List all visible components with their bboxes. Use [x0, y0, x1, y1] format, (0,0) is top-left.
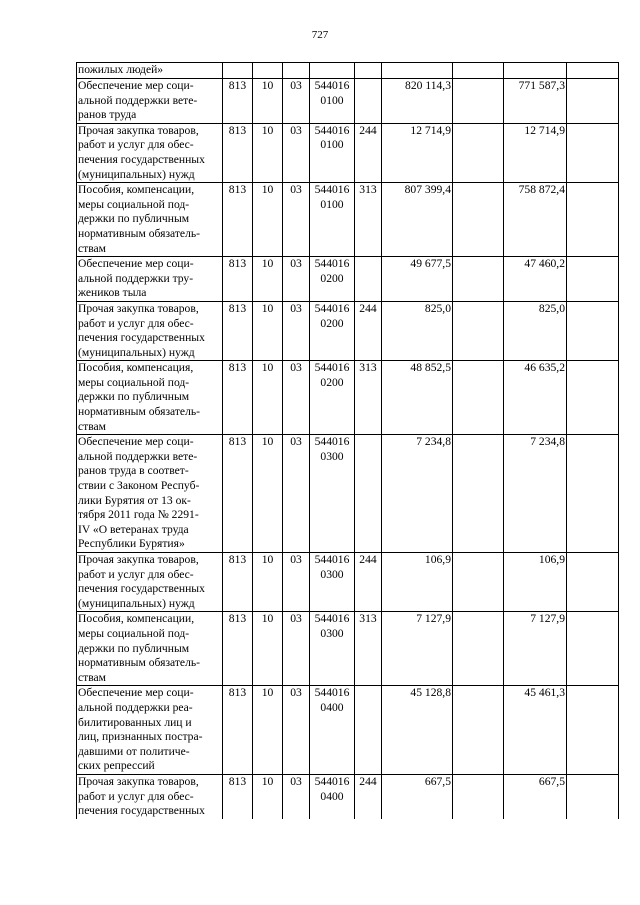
cell-csr: 544016 0100 — [310, 183, 355, 257]
cell-sum-1: 825,0 — [382, 301, 453, 360]
cell-name: Обеспечение мер соци- альной поддержки вете- ранов труда в соответ- ствии с Законом Респуб- лики Бурятия от 13 ок- тября 2011 года № 2291- IV «О ветеранах труда Республики Бурятия» — [77, 435, 223, 553]
cell-grbs: 813 — [223, 361, 253, 435]
cell-empty — [453, 435, 504, 553]
cell-vr — [355, 63, 382, 79]
cell-name: Пособия, компенсация, меры социальной под- держки по публичным нормативным обязатель- ствам — [77, 361, 223, 435]
cell-vr: 244 — [355, 774, 382, 818]
cell-empty — [567, 123, 619, 182]
cell-csr: 544016 0400 — [310, 686, 355, 775]
cell-sum-1: 49 677,5 — [382, 257, 453, 302]
cell-pr — [283, 63, 310, 79]
table-body — [77, 63, 619, 819]
cell-vr — [355, 686, 382, 775]
cell-sum-1: 7 234,8 — [382, 435, 453, 553]
cell-pr: 03 — [283, 79, 310, 124]
cell-grbs — [223, 63, 253, 79]
cell-name: Пособия, компенсации, меры социальной под- держки по публичным нормативным обязатель- ствам — [77, 612, 223, 686]
cell-name: Обеспечение мер соци- альной поддержки реа- билитированных лиц и лиц, признанных постра- давшими от политиче- ских репрессий — [77, 686, 223, 775]
cell-pr: 03 — [283, 361, 310, 435]
cell-empty — [567, 686, 619, 775]
cell-grbs: 813 — [223, 183, 253, 257]
table-row — [77, 435, 619, 553]
cell-rz — [253, 63, 283, 79]
cell-rz: 10 — [253, 686, 283, 775]
table-row — [77, 183, 619, 257]
cell-grbs: 813 — [223, 435, 253, 553]
cell-rz: 10 — [253, 79, 283, 124]
cell-empty — [567, 301, 619, 360]
cell-sum-1: 45 128,8 — [382, 686, 453, 775]
cell-rz: 10 — [253, 435, 283, 553]
table-row — [77, 63, 619, 79]
cell-pr: 03 — [283, 686, 310, 775]
cell-empty — [567, 553, 619, 612]
cell-vr: 244 — [355, 553, 382, 612]
cell-vr — [355, 435, 382, 553]
page-number: 727 — [311, 29, 329, 41]
cell-empty — [453, 686, 504, 775]
cell-empty — [567, 257, 619, 302]
table-row — [77, 123, 619, 182]
cell-sum-1: 12 714,9 — [382, 123, 453, 182]
cell-empty — [453, 774, 504, 818]
cell-grbs: 813 — [223, 774, 253, 818]
cell-sum-1: 7 127,9 — [382, 612, 453, 686]
cell-empty — [567, 183, 619, 257]
cell-csr: 544016 0200 — [310, 301, 355, 360]
table-row — [77, 257, 619, 302]
cell-pr: 03 — [283, 774, 310, 818]
cell-vr — [355, 257, 382, 302]
cell-sum-2 — [504, 63, 567, 79]
cell-vr: 313 — [355, 183, 382, 257]
cell-sum-1: 807 399,4 — [382, 183, 453, 257]
cell-empty — [567, 774, 619, 818]
cell-rz: 10 — [253, 301, 283, 360]
cell-empty — [453, 257, 504, 302]
table-row — [77, 686, 619, 775]
cell-pr: 03 — [283, 301, 310, 360]
cell-rz: 10 — [253, 612, 283, 686]
cell-sum-2: 46 635,2 — [504, 361, 567, 435]
cell-sum-2: 12 714,9 — [504, 123, 567, 182]
cell-csr: 544016 0400 — [310, 774, 355, 818]
cell-vr: 313 — [355, 361, 382, 435]
cell-csr — [310, 63, 355, 79]
cell-rz: 10 — [253, 774, 283, 818]
cell-sum-2: 7 234,8 — [504, 435, 567, 553]
cell-name: Обеспечение мер соци- альной поддержки вете- ранов труда — [77, 79, 223, 124]
cell-csr: 544016 0300 — [310, 435, 355, 553]
cell-grbs: 813 — [223, 686, 253, 775]
cell-empty — [567, 361, 619, 435]
cell-grbs: 813 — [223, 612, 253, 686]
table-row — [77, 774, 619, 818]
cell-vr: 244 — [355, 123, 382, 182]
cell-rz: 10 — [253, 257, 283, 302]
cell-name: Пособия, компенсации, меры социальной под- держки по публичным нормативным обязатель- ствам — [77, 183, 223, 257]
cell-empty — [567, 435, 619, 553]
cell-sum-2: 667,5 — [504, 774, 567, 818]
cell-sum-1: 48 852,5 — [382, 361, 453, 435]
cell-name: Прочая закупка товаров, работ и услуг для обес- печения государственных — [77, 774, 223, 818]
cell-rz: 10 — [253, 183, 283, 257]
cell-sum-2: 825,0 — [504, 301, 567, 360]
cell-empty — [453, 553, 504, 612]
cell-empty — [567, 79, 619, 124]
cell-sum-2: 7 127,9 — [504, 612, 567, 686]
cell-pr: 03 — [283, 123, 310, 182]
cell-name: Обеспечение мер соци- альной поддержки тру- жеников тыла — [77, 257, 223, 302]
cell-csr: 544016 0200 — [310, 361, 355, 435]
budget-table — [76, 62, 619, 819]
table-row — [77, 79, 619, 124]
cell-grbs: 813 — [223, 79, 253, 124]
cell-vr: 313 — [355, 612, 382, 686]
cell-rz: 10 — [253, 361, 283, 435]
cell-empty — [453, 301, 504, 360]
cell-rz: 10 — [253, 553, 283, 612]
cell-name: Прочая закупка товаров, работ и услуг для обес- печения государственных (муниципальных) нужд — [77, 553, 223, 612]
cell-name: пожилых людей» — [77, 63, 223, 79]
cell-empty — [453, 183, 504, 257]
table-row — [77, 361, 619, 435]
cell-empty — [453, 63, 504, 79]
cell-name: Прочая закупка товаров, работ и услуг для обес- печения государственных (муниципальных) нужд — [77, 301, 223, 360]
cell-csr: 544016 0200 — [310, 257, 355, 302]
cell-pr: 03 — [283, 183, 310, 257]
cell-empty — [453, 361, 504, 435]
cell-grbs: 813 — [223, 257, 253, 302]
cell-vr — [355, 79, 382, 124]
cell-name: Прочая закупка товаров, работ и услуг для обес- печения государственных (муниципальных) нужд — [77, 123, 223, 182]
cell-vr: 244 — [355, 301, 382, 360]
table-row — [77, 301, 619, 360]
cell-grbs: 813 — [223, 301, 253, 360]
cell-empty — [453, 612, 504, 686]
cell-sum-1 — [382, 63, 453, 79]
cell-pr: 03 — [283, 612, 310, 686]
cell-sum-1: 820 114,3 — [382, 79, 453, 124]
cell-sum-2: 106,9 — [504, 553, 567, 612]
cell-grbs: 813 — [223, 123, 253, 182]
cell-pr: 03 — [283, 257, 310, 302]
cell-rz: 10 — [253, 123, 283, 182]
cell-csr: 544016 0100 — [310, 123, 355, 182]
cell-sum-2: 47 460,2 — [504, 257, 567, 302]
table-row — [77, 553, 619, 612]
cell-sum-2: 45 461,3 — [504, 686, 567, 775]
cell-sum-1: 667,5 — [382, 774, 453, 818]
cell-pr: 03 — [283, 553, 310, 612]
cell-grbs: 813 — [223, 553, 253, 612]
cell-sum-2: 771 587,3 — [504, 79, 567, 124]
cell-sum-1: 106,9 — [382, 553, 453, 612]
cell-pr: 03 — [283, 435, 310, 553]
cell-csr: 544016 0300 — [310, 553, 355, 612]
cell-sum-2: 758 872,4 — [504, 183, 567, 257]
cell-csr: 544016 0100 — [310, 79, 355, 124]
cell-empty — [567, 612, 619, 686]
cell-empty — [453, 79, 504, 124]
cell-empty — [567, 63, 619, 79]
cell-empty — [453, 123, 504, 182]
table-row — [77, 612, 619, 686]
cell-csr: 544016 0300 — [310, 612, 355, 686]
